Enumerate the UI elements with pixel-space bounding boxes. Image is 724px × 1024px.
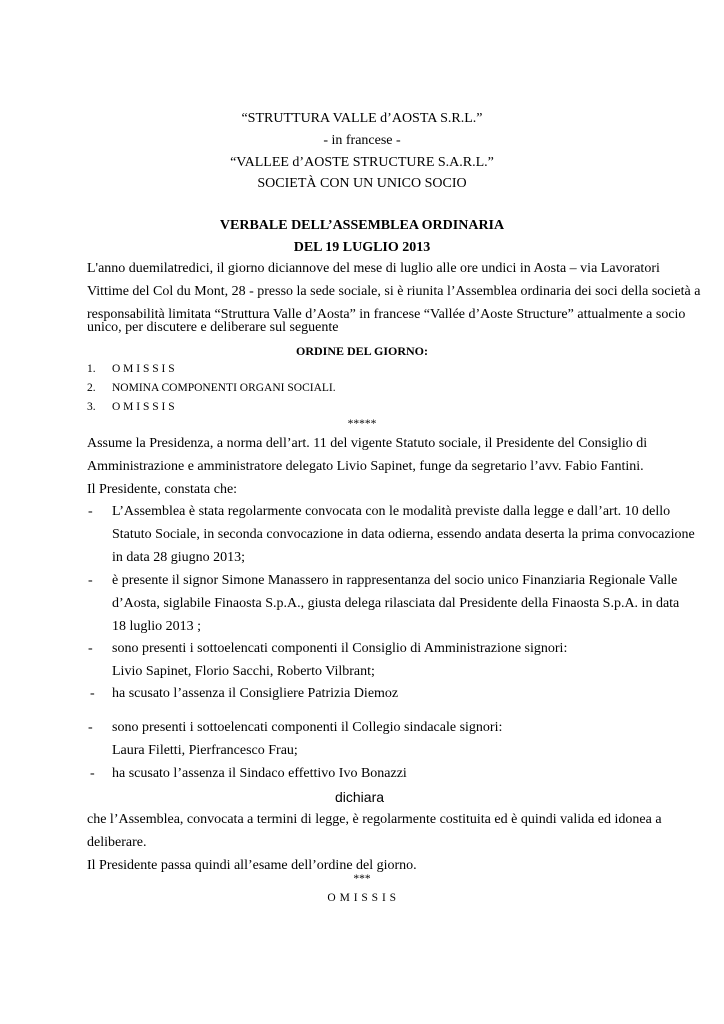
- single-member-label: SOCIETÀ CON UN UNICO SOCIO: [257, 176, 467, 191]
- minutes-title: VERBALE DELL’ASSEMBLEA ORDINARIA: [219, 218, 505, 233]
- separator: *****: [347, 418, 377, 430]
- bullet-dash: -: [88, 504, 93, 519]
- intro-line: unico, per discutere e deliberare sul seguente: [87, 320, 339, 335]
- bullet-line: L’Assemblea è stata regolarmente convocata con le modalità previste dalla legge e dall’art. 10 dello: [112, 504, 671, 519]
- bullet-dash: -: [90, 686, 95, 701]
- in-french-label: - in francese -: [323, 133, 401, 148]
- agenda-item: O M I S S I S: [112, 401, 175, 413]
- bullet-line: Laura Filetti, Pierfrancesco Frau;: [112, 743, 298, 758]
- bullet-line: in data 28 giugno 2013;: [112, 550, 245, 565]
- bullet-line: 18 luglio 2013 ;: [112, 619, 202, 634]
- next-step: Il Presidente passa quindi all’esame dell’ordine del giorno.: [87, 858, 417, 873]
- agenda-item-number: 3.: [87, 401, 96, 413]
- intro-line: L'anno duemilatredici, il giorno diciannove del mese di luglio alle ore undici in Aosta – via Lavoratori: [87, 261, 660, 276]
- agenda-item: O M I S S I S: [112, 363, 175, 375]
- conclusion-line: che l’Assemblea, convocata a termini di legge, è regolarmente costituita ed è quindi valida ed idonea a: [87, 812, 662, 827]
- bullet-line: Statuto Sociale, in seconda convocazione in data odierna, essendo andata deserta la prima convocazione: [112, 527, 695, 542]
- agenda-item-number: 1.: [87, 363, 96, 375]
- bullet-dash: -: [88, 641, 93, 656]
- bullet-line: Livio Sapinet, Florio Sacchi, Roberto Vilbrant;: [112, 664, 375, 679]
- bullet-line: sono presenti i sottoelencati componenti il Collegio sindacale signori:: [112, 720, 503, 735]
- separator: ***: [353, 873, 371, 885]
- presidency-line: Amministrazione e amministratore delegato Livio Sapinet, funge da segretario l’avv. Fabio Fantini.: [87, 459, 644, 474]
- company-name: “STRUTTURA VALLE d’AOSTA S.R.L.”: [241, 111, 483, 126]
- bullet-dash: -: [88, 573, 93, 588]
- minutes-date: DEL 19 LUGLIO 2013: [293, 240, 431, 255]
- bullet-line: sono presenti i sottoelencati componenti il Consiglio di Amministrazione signori:: [112, 641, 568, 656]
- conclusion-line: deliberare.: [87, 835, 147, 850]
- omissis-final: O M I S S I S: [327, 892, 397, 904]
- agenda-heading: ORDINE DEL GIORNO:: [295, 344, 429, 358]
- bullet-line: ha scusato l’assenza il Consigliere Patrizia Diemoz: [112, 686, 399, 701]
- bullet-dash: -: [88, 720, 93, 735]
- bullet-line: ha scusato l’assenza il Sindaco effettivo Ivo Bonazzi: [112, 766, 407, 781]
- company-name-french: “VALLEE d’AOSTE STRUCTURE S.A.R.L.”: [230, 155, 494, 170]
- presidency-line: Assume la Presidenza, a norma dell’art. 11 del vigente Statuto sociale, il Presidente del Consiglio di: [87, 436, 648, 451]
- declares-label: dichiara: [335, 789, 385, 805]
- bullet-line: è presente il signor Simone Manassero in rappresentanza del socio unico Finanziaria Regionale Valle: [112, 573, 678, 588]
- agenda-item: NOMINA COMPONENTI ORGANI SOCIALI.: [112, 382, 336, 394]
- intro-line: Vittime del Col du Mont, 28 - presso la sede sociale, si è riunita l’Assemblea ordinaria dei soci della società a: [87, 284, 701, 299]
- intro-line: responsabilità limitata “Struttura Valle d’Aosta” in francese “Vallée d’Aoste Structure” attualmente a socio: [87, 307, 686, 322]
- president-notes: Il Presidente, constata che:: [87, 482, 238, 497]
- bullet-line: d’Aosta, siglabile Finaosta S.p.A., giusta delega rilasciata dal Presidente della Finaosta S.p.A. in data: [112, 596, 680, 611]
- agenda-item-number: 2.: [87, 382, 96, 394]
- bullet-dash: -: [90, 766, 95, 781]
